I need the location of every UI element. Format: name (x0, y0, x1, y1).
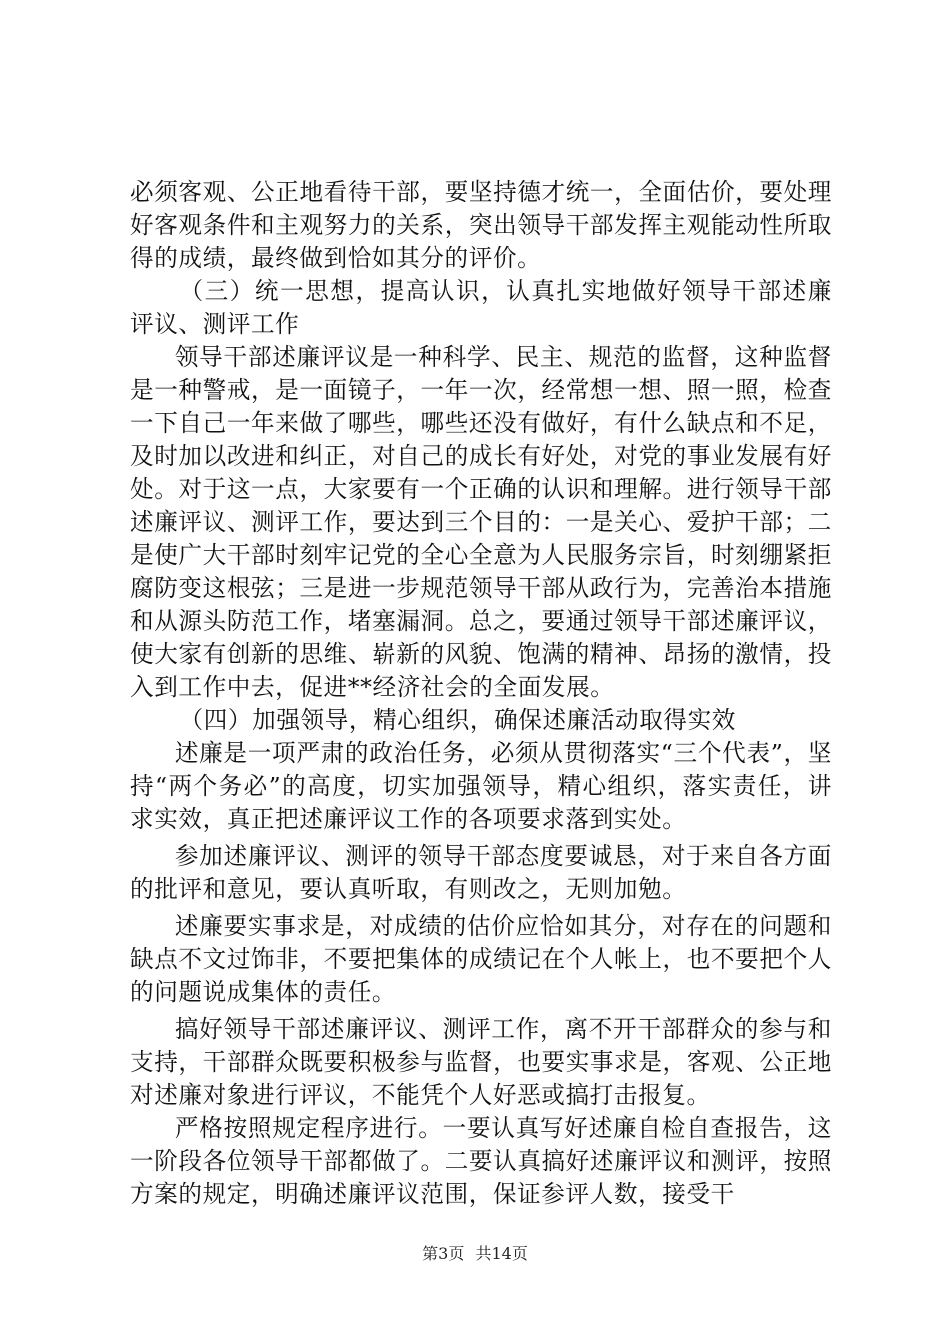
document-body (130, 176, 832, 1211)
paragraph-section-4-b: 参加述廉评议、测评的领导干部态度要诚恳，对于来自各方面的批评和意见，要认真听取，有则改之，无则加勉。 (130, 842, 832, 903)
section-heading-3: （三）统一思想，提高认识，认真扎实地做好领导干部述廉评议、测评工作 (130, 277, 832, 338)
page-footer (0, 1243, 950, 1265)
page-total: 共14页 (475, 1244, 528, 1263)
paragraph-continuation: 必须客观、公正地看待干部，要坚持德才统一，全面估价，要处理好客观条件和主观努力的关系，突出领导干部发挥主观能动性所取得的成绩，最终做到恰如其分的评价。 (130, 178, 832, 272)
paragraph-section-4-c: 述廉要实事求是，对成绩的估价应恰如其分，对存在的问题和缺点不文过饰非，不要把集体的成绩记在个人帐上，也不要把个人的问题说成集体的责任。 (130, 912, 832, 1006)
paragraph-section-4-e: 严格按照规定程序进行。一要认真写好述廉自检自查报告，这一阶段各位领导干部都做了。二要认真搞好述廉评议和测评，按照方案的规定，明确述廉评议范围，保证参评人数，接受干 (130, 1114, 832, 1208)
paragraph-section-3: 领导干部述廉评议是一种科学、民主、规范的监督，这种监督是一种警戒，是一面镜子，一年一次，经常想一想、照一照，检查一下自己一年来做了哪些，哪些还没有做好，有什么缺点和不足，及时加以改进和纠正，对自己的成长有好处，对党的事业发展有好处。对于这一点，大家要有一个正确的认识和理解。进行领导干部述廉评议、测评工作，要达到三个目的：一是关心、爱护干部；二是使广大干部时刻牢记党的全心全意为人民服务宗旨，时刻绷紧拒腐防变这根弦；三是进一步规范领导干部从政行为，完善治本措施和从源头防范工作，堵塞漏洞。总之，要通过领导干部述廉评议，使大家有创新的思维、崭新的风貌、饱满的精神、昂扬的激情，投入到工作中去，促进**经济社会的全面发展。 (130, 343, 832, 701)
paragraph-section-4-a: 述廉是一项严肃的政治任务，必须从贯彻落实“三个代表”，坚持“两个务必”的高度，切实加强领导，精心组织，落实责任，讲求实效，真正把述廉评议工作的各项要求落到实处。 (130, 739, 832, 833)
paragraph-section-4-d: 搞好领导干部述廉评议、测评工作，离不开干部群众的参与和支持，干部群众既要积极参与监督，也要实事求是，客观、公正地对述廉对象进行评议，不能凭个人好恶或搞打击报复。 (130, 1015, 832, 1109)
page-number: 第3页 (422, 1244, 465, 1263)
section-heading-4: （四）加强领导，精心组织，确保述廉活动取得实效 (179, 706, 737, 734)
